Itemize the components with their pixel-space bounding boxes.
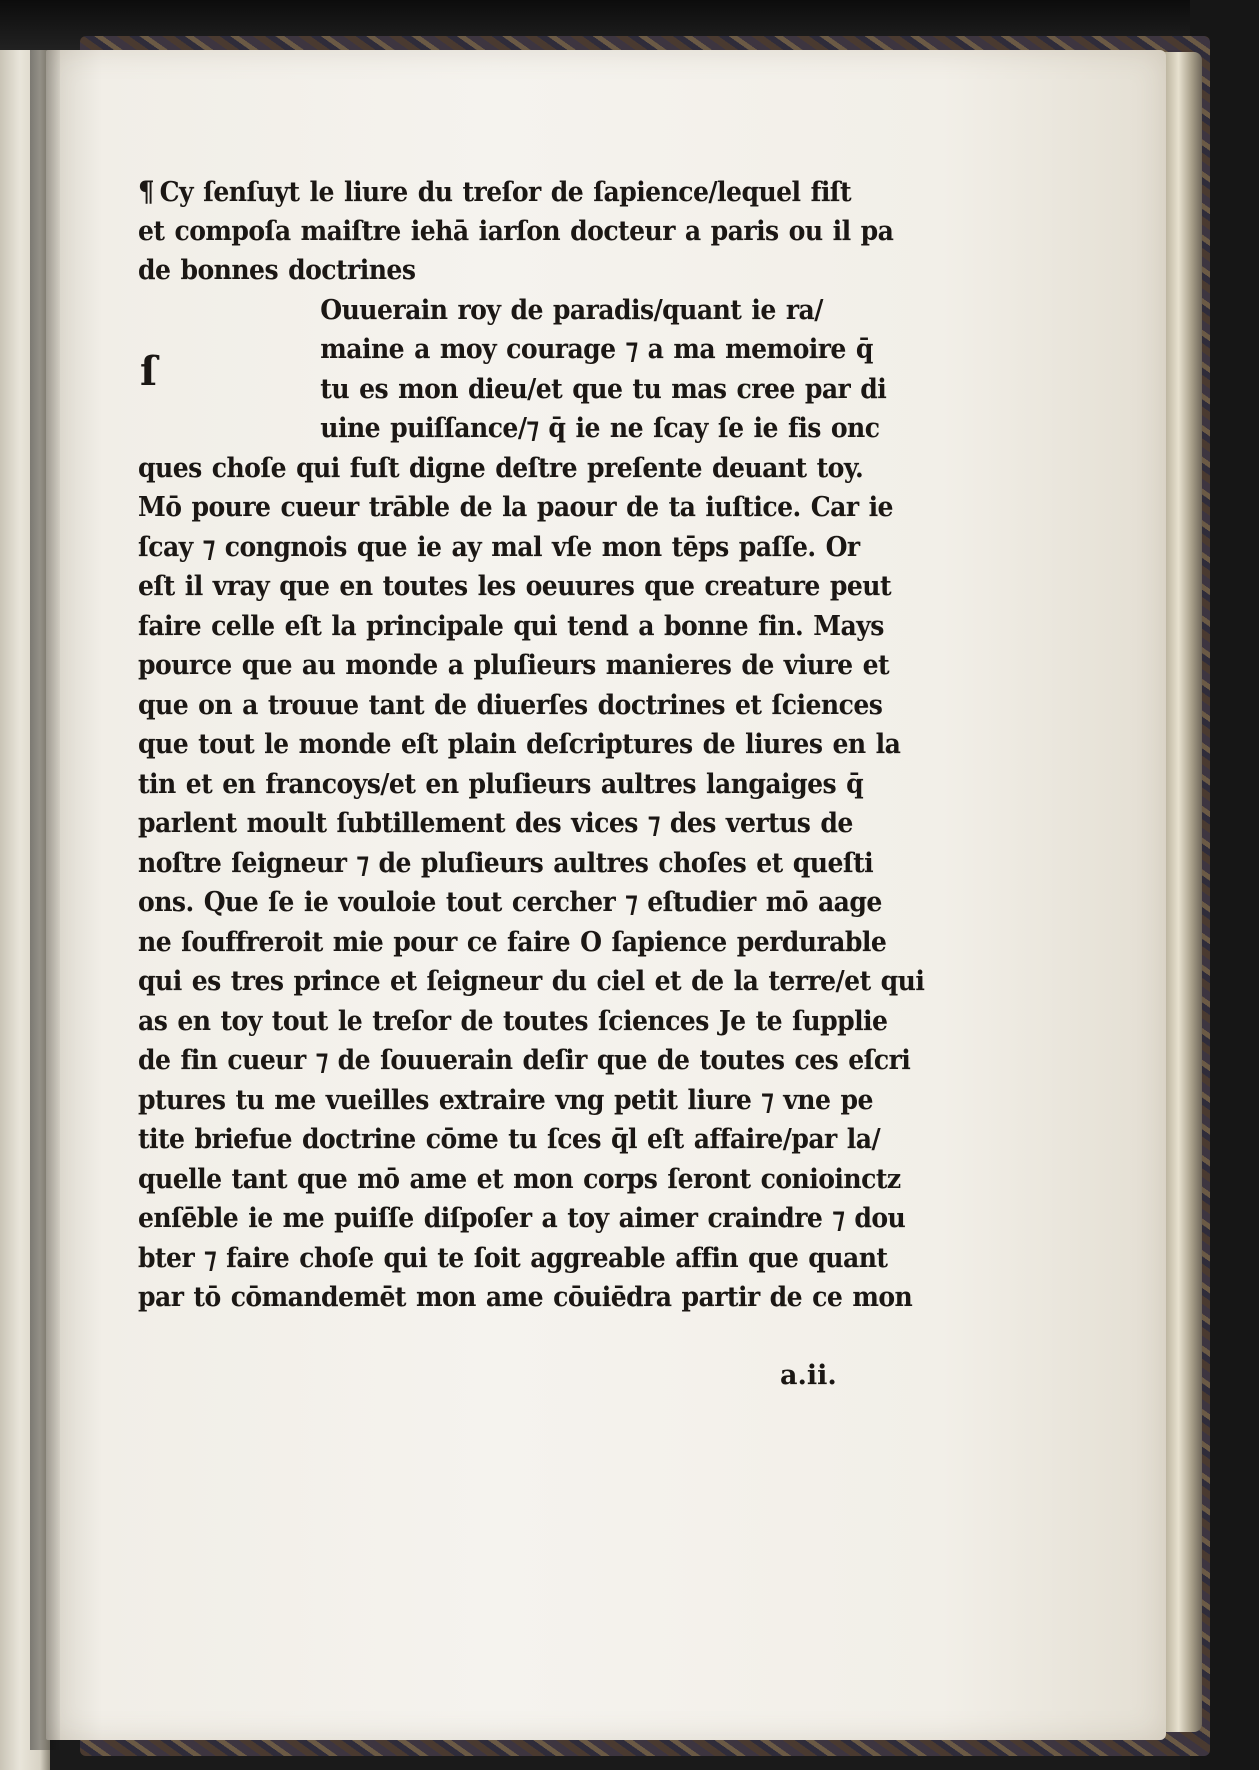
text-line: Mō poure cueur trāble de la paour de ta iuſtice. Car ie xyxy=(138,492,893,523)
text-line: ques choſe qui fuſt digne deſtre preſente deuant toy. xyxy=(138,452,864,484)
text-line: et compoſa maiſtre iehā iarſon docteur a paris ou il pa xyxy=(138,215,894,247)
text-line: ſcay ⁊ congnois que ie ay mal vſe mon tēps paſſe. Or xyxy=(138,531,860,563)
text-line: ¶ Cy ſenſuyt le liure du treſor de ſapience/lequel fiſt xyxy=(138,172,869,212)
text-line: tu es mon dieu/et que tu mas cree par di xyxy=(320,373,887,405)
text-line: tin et en francoys/et en pluſieurs aultres langaiges q̄ xyxy=(138,768,864,800)
text-block xyxy=(138,172,924,1318)
spine-shadow xyxy=(30,50,60,1750)
text-line: bter ⁊ faire choſe qui te ſoit aggreable affin que quant xyxy=(138,1242,888,1274)
text-line: maine a moy courage ⁊ a ma memoire q̄ xyxy=(320,334,873,365)
text-line: enſēble ie me puiſſe diſpoſer a toy aimer craindre ⁊ dou xyxy=(138,1203,906,1234)
pilcrow-icon: ¶ xyxy=(138,175,155,208)
text-line: quelle tant que mō ame et mon corps ſeront conioinctz xyxy=(138,1163,901,1195)
text-line: ptures tu me vueilles extraire vng petit liure ⁊ vne pe xyxy=(138,1084,873,1116)
text-line: ons. Que ſe ie vouloie tout cercher ⁊ eſtudier mō aage xyxy=(138,887,882,918)
text-line: de fin cueur ⁊ de ſouuerain deſir que de toutes ces eſcri xyxy=(138,1045,911,1076)
signature-mark: a.ii. xyxy=(780,1360,837,1391)
text-line: parlent moult ſubtillement des vices ⁊ des vertus de xyxy=(138,808,853,839)
initial-letter: ſ xyxy=(140,348,158,395)
text-line: faire celle eſt la principale qui tend a bonne fin. Mays xyxy=(138,610,884,642)
text-line: que on a trouue tant de diuerſes doctrines et ſciences xyxy=(138,689,883,721)
text-line: que tout le monde eſt plain deſcriptures de liures en la xyxy=(138,729,901,760)
text-line: uine puiſſance/⁊ q̄ ie ne ſcay ſe ie fis onc xyxy=(320,413,880,444)
text-line: noſtre ſeigneur ⁊ de pluſieurs aultres choſes et queſti xyxy=(138,847,874,879)
text-line: Ouuerain roy de paradis/quant ie ra/ xyxy=(320,294,823,326)
text-line: pource que au monde a pluſieurs manieres de viure et xyxy=(138,650,890,681)
text-line: eſt il vray que en toutes les oeuures que creature peut xyxy=(138,571,892,602)
text-line: qui es tres prince et ſeigneur du ciel et de la terre/et qui xyxy=(138,966,925,997)
text-line: tite briefue doctrine cōme tu ſces q̄l eſt affaire/par la/ xyxy=(138,1124,881,1155)
text-line: de bonnes doctrines xyxy=(138,255,416,286)
text-line: as en toy tout le treſor de toutes ſciences Je te ſupplie xyxy=(138,1005,888,1037)
text-line: par tō cōmandemēt mon ame cōuiēdra partir de ce mon xyxy=(138,1282,913,1313)
text-line: ne ſouffreroit mie pour ce faire O ſapience perdurable xyxy=(138,926,887,958)
